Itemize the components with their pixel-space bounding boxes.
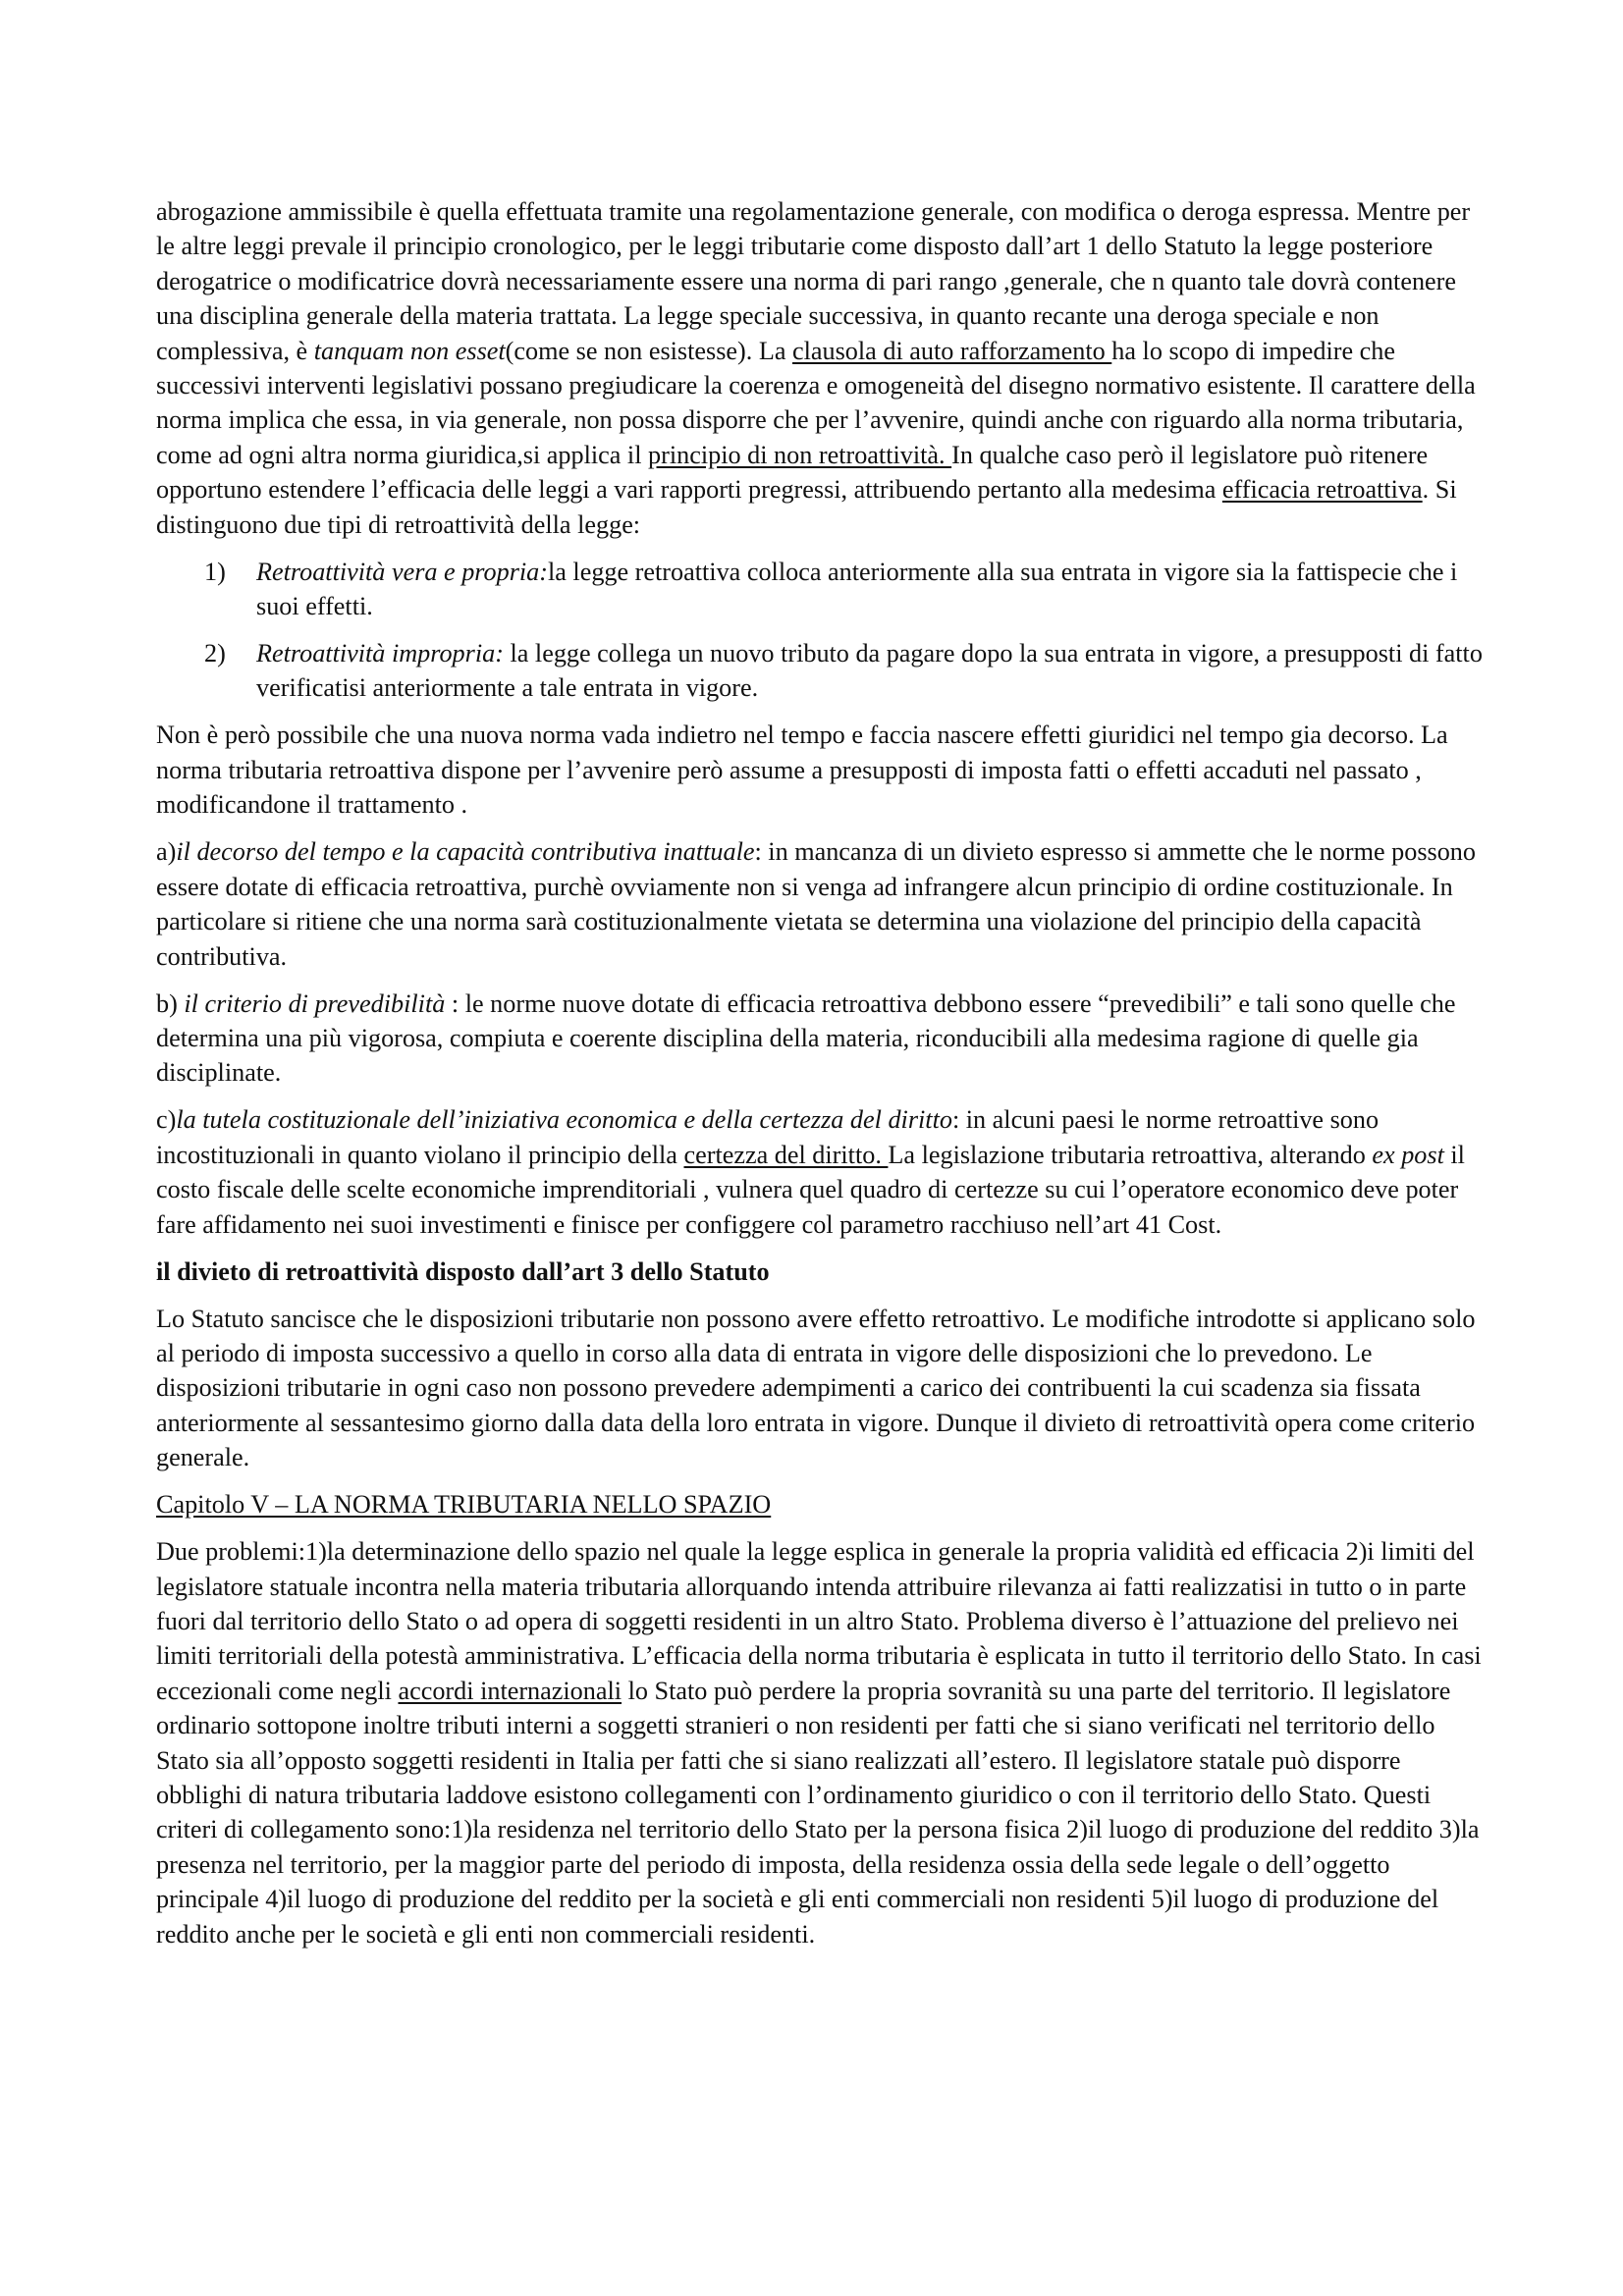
paragraph-non-possibile: Non è però possibile che una nuova norma vada indietro nel tempo e faccia nascere effetti giuridici nel tempo gia decorso. La norma tributaria retroattiva dispone per l’avvenire però assume a presupposti di imposta fatti o effetti accaduti nel passato , modificandone il trattamento . <box>156 721 1448 820</box>
document-page <box>156 194 1491 1964</box>
paragraph-abrogazione: abrogazione ammissibile è quella effettuata tramite una regolamentazione generale, con modifica o deroga espressa. Mentre per le altre leggi prevale il principio cronologico, per le leggi tributarie come disposto dall’art 1 dello Statuto la legge posteriore derogatrice o modificatrice dovrà necessariamente essere una norma di pari rango ,generale, che n quanto tale dovrà contenere una disciplina generale della materia trattata. La legge speciale successiva, in quanto recante una deroga speciale e non complessiva, è tanquam non esset(come se non esistesse). La clausola di auto rafforzamento ha lo scopo di impedire che successivi interventi legislativi possano pregiudicare la coerenza e omogeneità del disegno normativo esistente. Il carattere della norma implica che essa, in via generale, non possa disporre che per l’avvenire, quindi anche con riguardo alla norma tributaria, come ad ogni altra norma giuridica,si applica il principio di non retroattività. In qualche caso però il legislatore può ritenere opportuno estendere l’efficacia delle leggi a vari rapporti pregressi, attribuendo pertanto alla medesima efficacia retroattiva. Si distinguono due tipi di retroattività della legge: <box>156 197 1476 539</box>
term-efficacia-retroattiva: efficacia retroattiva <box>1221 475 1423 505</box>
term-clausola-auto-rafforzamento: clausola di auto rafforzamento <box>792 336 1112 365</box>
section-title: il criterio di prevedibilità <box>184 988 446 1018</box>
section-title: la tutela costituzionale dell’iniziativa economica e della certezza del diritto <box>176 1105 952 1135</box>
term-certezza-diritto: certezza del diritto. <box>683 1140 889 1169</box>
heading-divieto-retroattivita: il divieto di retroattività disposto dall’art 3 dello Statuto <box>156 1256 770 1286</box>
term-principio-non-retroattivita: principio di non retroattività. <box>648 440 952 469</box>
list-number: 2) <box>204 639 226 668</box>
list-number: 1) <box>204 557 226 586</box>
section-title: il decorso del tempo e la capacità contributiva inattuale <box>176 837 755 867</box>
list-item-label: Retroattività impropria: <box>256 639 504 668</box>
paragraph-statuto: Lo Statuto sancisce che le disposizioni tributarie non possono avere effetto retroattivo. Le modifiche introdotte si applicano solo al periodo di imposta successivo a quello in corso alla data di entrata in vigore delle disposizioni che lo prevedono. Le disposizioni tributarie in ogni caso non possono prevedere adempimenti a carico dei contribuenti la cui scadenza sia fissata anteriormente al sessantesimo giorno dalla data della loro entrata in vigore. Dunque il divieto di retroattività opera come criterio generale. <box>156 1304 1476 1472</box>
list-item-text: la legge retroattiva colloca anteriormente alla sua entrata in vigore sia la fattispecie che i suoi effetti. <box>256 557 1458 621</box>
term-tanquam-non-esset: tanquam non esset <box>313 336 506 365</box>
term-ex-post: ex post <box>1372 1140 1444 1169</box>
paragraph-due-problemi: Due problemi:1)la determinazione dello spazio nel quale la legge esplica in generale la propria validità ed efficacia 2)i limiti del legislatore statuale incontra nella materia tributaria allorquando intenda attribuire rilevanza ai fatti realizzatisi in tutto o in parte fuori dal territorio dello Stato o ad opera di soggetti residenti in un altro Stato. Problema diverso è l’attuazione del prelievo nei limiti territoriali della potestà amministrativa. L’efficacia della norma tributaria è esplicata in tutto il territorio dello Stato. In casi eccezionali come negli accordi internazionali lo Stato può perdere la propria sovranità su una parte del territorio. Il legislatore ordinario sottopone inoltre tributi interni a soggetti stranieri o non residenti per fatti che si siano verificati nel territorio dello Stato sia all’opposto soggetti residenti in Italia per fatti che si siano realizzati all’estero. Il legislatore statale può disporre obblighi di natura tributaria laddove esistono collegamenti con l’ordinamento giuridico o con il territorio dello Stato. Questi criteri di collegamento sono:1)la residenza nel territorio dello Stato per la persona fisica 2)il luogo di produzione del reddito 3)la presenza nel territorio, per la maggior parte del periodo di imposta, della residenza ossia della sede legale o dell’oggetto principale 4)il luogo di produzione del reddito per la società e gli enti commerciali non residenti 5)il luogo di produzione del reddito anche per le società e gli enti non commerciali residenti. <box>156 1537 1482 1949</box>
chapter-title: Capitolo V – LA NORMA TRIBUTARIA NELLO SPAZIO <box>156 1490 772 1520</box>
list-item-label: Retroattività vera e propria: <box>256 557 548 586</box>
list-item <box>156 555 1491 624</box>
paragraph-b-prevedibilita: b) il criterio di prevedibilità : le norme nuove dotate di efficacia retroattiva debbono essere “prevedibili” e tali sono quelle che determina una più vigorosa, compiuta e coerente disciplina della materia, riconducibili alla medesima ragione di quelle gia disciplinate. <box>156 988 1456 1088</box>
retroattivita-types-list <box>156 555 1491 706</box>
term-accordi-internazionali: accordi internazionali <box>398 1676 622 1705</box>
list-item-text: la legge collega un nuovo tributo da pagare dopo la sua entrata in vigore, a presupposti di fatto verificatisi anteriormente a tale entrata in vigore. <box>256 639 1483 703</box>
paragraph-a-decorso-tempo: a)il decorso del tempo e la capacità contributiva inattuale: in mancanza di un divieto espresso si ammette che le norme possono essere dotate di efficacia retroattiva, purchè ovviamente non si venga ad infrangere alcun principio di ordine costituzionale. In particolare si ritiene che una norma sarà costituzionalmente vietata se determina una violazione del principio della capacità contributiva. <box>156 837 1476 971</box>
paragraph-c-tutela-costituzionale: c)la tutela costituzionale dell’iniziativa economica e della certezza del diritto: in alcuni paesi le norme retroattive sono incostituzionali in quanto violano il principio della certezza del diritto. La legislazione tributaria retroattiva, alterando ex post il costo fiscale delle scelte economiche imprenditoriali , vulnera quel quadro di certezze su cui l’operatore economico deve poter fare affidamento nei suoi investimenti e finisce per configgere col parametro racchiuso nell’art 41 Cost. <box>156 1105 1465 1239</box>
list-item <box>156 636 1491 706</box>
